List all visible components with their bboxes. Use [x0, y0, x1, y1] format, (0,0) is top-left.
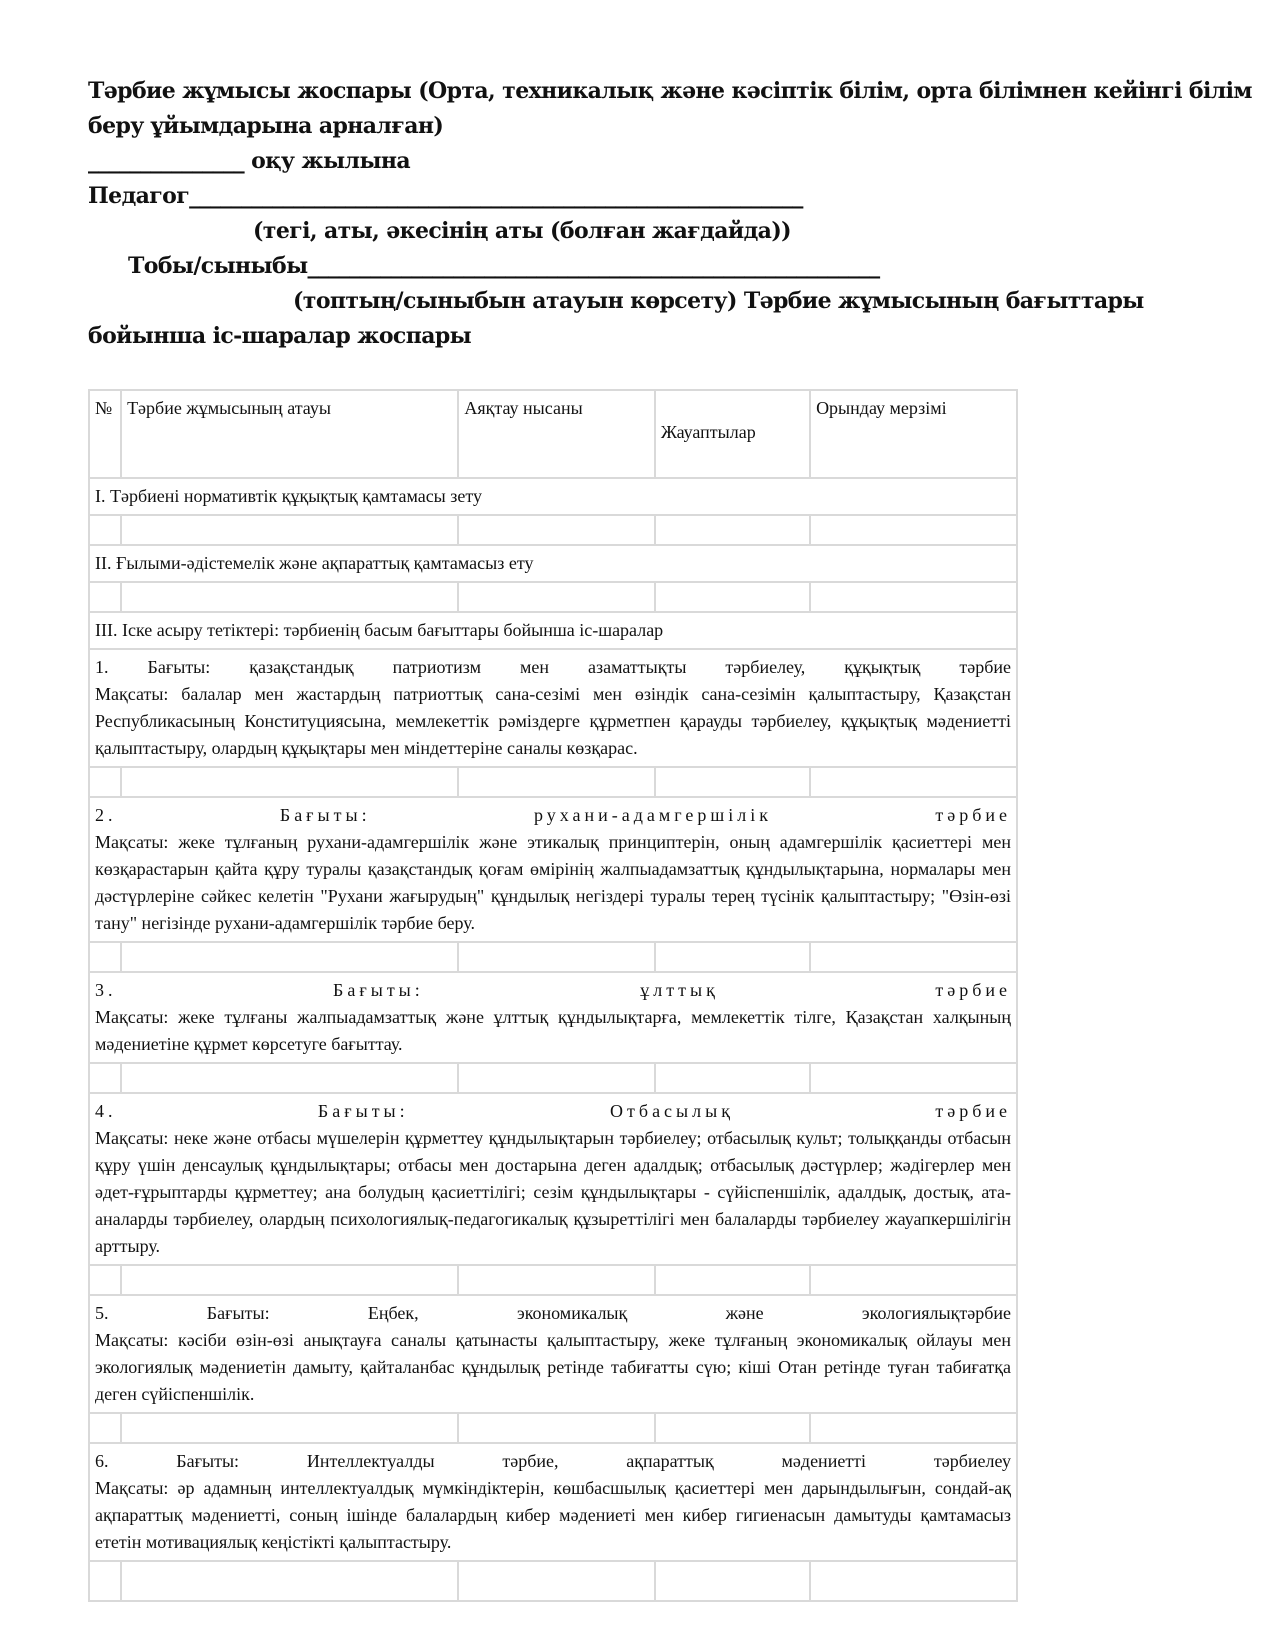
document-header [88, 74, 1252, 354]
cell[interactable] [89, 767, 121, 797]
title-line-2: беру ұйымдарына арналған) [88, 113, 444, 139]
direction-goal: Мақсаты: балалар мен жастардың патриоттық сана-сезімі мен өзіндік сана-сезімін қалыптастыру, Қазақстан Республикасының Конституциясына, мемлекеттік рәміздерге құрметпен қарауды тәрбиелеу, құқықтық мәдениетті қалыптастыру, олардың құқықтары мен міндеттеріне саналы көзқарас. [95, 684, 1011, 758]
direction-title: 1. Бағыты: қазақстандық патриотизм мен азаматтықты тәрбиелеу, құқықтық тәрбие [95, 657, 1011, 677]
cell[interactable] [89, 1063, 121, 1093]
direction-goal: Мақсаты: жеке тұлғаны жалпыадамзаттық және ұлттық құндылықтарға, мемлекеттік тілге, Қазақстан халқының мәдениетіне құрмет көрсетуге бағыттау. [95, 1007, 1011, 1054]
cell[interactable] [458, 582, 655, 612]
direction-row [89, 972, 1017, 1063]
column-header-activity-name: Тәрбие жұмысының атауы [121, 390, 458, 478]
subtitle-line-2: бойынша іс-шаралар жоспары [88, 323, 472, 349]
cell[interactable] [121, 767, 458, 797]
direction-row [89, 649, 1017, 767]
cell[interactable] [810, 1561, 1017, 1601]
direction-goal: Мақсаты: кәсіби өзін-өзі анықтауға саналы қатынасты қалыптастыру, жеке тұлғаның экономикалық ойлауы мен экологиялық мәдениетін дамыту, қайталанбас құндылық ретінде табиғатты сүю; кіші Отан ретінде туған табиғатқа деген сүйіспеншілік. [95, 1330, 1011, 1404]
teacher-name-blank[interactable]: ___________________________________________________________ [189, 183, 803, 209]
group-label: Тобы/сыныбы [128, 253, 308, 279]
column-header-number: № [89, 390, 121, 478]
column-header-deadline: Орындау мерзімі [810, 390, 1017, 478]
academic-year-line [88, 144, 1198, 179]
direction-row [89, 1093, 1017, 1265]
cell[interactable] [810, 582, 1017, 612]
direction-goal: Мақсаты: жеке тұлғаның рухани-адамгершілік және этикалық принциптерін, оның адамгершілік қасиеттері мен көзқарастарын қайта құру туралы қазақстандық қоғам өмірінің жалпыадамзаттық құндылықтарына, нормалары мен дәстүрлеріне сәйкес келетін "Рухани жағырудың" құндылық негіздері туралы терең түсінік қалыптастыру; "Өзін-өзі тану" негізінде рухани-адамгершілік тәрбие беру. [95, 832, 1011, 933]
section-row [89, 612, 1017, 649]
table-row [89, 1561, 1017, 1601]
cell[interactable] [458, 942, 655, 972]
cell[interactable] [458, 1063, 655, 1093]
direction-goal: Мақсаты: неке және отбасы мүшелерін құрметтеу құндылықтарын тәрбиелеу; отбасылық культ; толыққанды отбасын құру үшін денсаулық құндылықтары; отбасы мен достарына деген адалдық; отбасылық дәстүрлер; жәдігерлер мен әдет-ғұрыптарды құрметтеу; ана болудың қасиеттілігі; сезім құндылықтары - сүйіспеншілік, адалдық, достық, ата-аналарды тәрбиелеу, олардың психологиялық-педагогикалық құзыреттілігі мен балаларды тәрбиелеу жауапкершілігін арттыру. [95, 1128, 1011, 1256]
cell[interactable] [655, 582, 810, 612]
group-line [88, 249, 1198, 284]
cell[interactable] [121, 1413, 458, 1443]
cell[interactable] [655, 1063, 810, 1093]
cell[interactable] [655, 1561, 810, 1601]
cell[interactable] [655, 767, 810, 797]
table-row [89, 515, 1017, 545]
table-row [89, 1413, 1017, 1443]
direction-row [89, 1443, 1017, 1561]
group-name-blank[interactable]: _______________________________________________________ [307, 253, 880, 279]
direction-title: 6. Бағыты: Интеллектуалды тәрбие, ақпараттық мәдениетті тәрбиелеу [95, 1451, 1011, 1471]
table-row [89, 942, 1017, 972]
cell[interactable] [810, 1265, 1017, 1295]
cell[interactable] [458, 1561, 655, 1601]
cell[interactable] [89, 1413, 121, 1443]
teacher-hint: (тегі, аты, әкесінің аты (болған жағдайда)) [253, 218, 791, 244]
table-header-row [89, 390, 1017, 478]
cell[interactable] [89, 515, 121, 545]
cell[interactable] [89, 942, 121, 972]
table-row [89, 1063, 1017, 1093]
cell[interactable] [458, 1265, 655, 1295]
direction-title: 3. Бағыты: ұлттық тәрбие [95, 980, 1011, 1000]
group-hint-and-subtitle: (топтың/сыныбын атауын көрсету) Тәрбие жұмысының бағыттары [293, 288, 1144, 314]
cell[interactable] [121, 582, 458, 612]
table-row [89, 767, 1017, 797]
section-row [89, 478, 1017, 515]
cell[interactable] [121, 1561, 458, 1601]
cell[interactable] [121, 1265, 458, 1295]
cell[interactable] [121, 942, 458, 972]
cell[interactable] [655, 515, 810, 545]
section-row [89, 545, 1017, 582]
cell[interactable] [655, 1413, 810, 1443]
table-row [89, 1265, 1017, 1295]
cell[interactable] [89, 1561, 121, 1601]
cell[interactable] [810, 515, 1017, 545]
cell[interactable] [810, 942, 1017, 972]
cell[interactable] [810, 1413, 1017, 1443]
cell[interactable] [121, 1063, 458, 1093]
direction-title: 4. Бағыты: Отбасылық тәрбие [95, 1101, 1011, 1121]
cell[interactable] [458, 767, 655, 797]
academic-year-label: оқу жылына [251, 148, 411, 174]
section-title: II. Ғылыми-әдістемелік және ақпараттық қамтамасыз ету [89, 545, 1017, 582]
direction-title: 2. Бағыты: рухани-адамгершілік тәрбие [95, 805, 1011, 825]
direction-goal: Мақсаты: әр адамның интеллектуалдық мүмкіндіктерін, көшбасшылық қасиеттері мен дарындылығын, сондай-ақ ақпараттық мәдениетті, соның ішінде балалардың кибер мәдениеті мен кибер гигиенасын дамытуды қамтамасыз ететін мотивациялық кеңістікті қалыптастыру. [95, 1478, 1011, 1552]
cell[interactable] [458, 1413, 655, 1443]
cell[interactable] [121, 515, 458, 545]
cell[interactable] [89, 1265, 121, 1295]
section-title: III. Іске асыру тетіктері: тәрбиенің басым бағыттары бойынша іс-шаралар [89, 612, 1017, 649]
activity-plan-table [88, 389, 1018, 1602]
section-title: I. Тәрбиені нормативтік құқықтық қамтамасы зету [89, 478, 1017, 515]
table-row [89, 582, 1017, 612]
cell[interactable] [89, 582, 121, 612]
column-header-completion-form: Аяқтау нысаны [458, 390, 655, 478]
direction-row [89, 797, 1017, 942]
cell[interactable] [810, 1063, 1017, 1093]
cell[interactable] [655, 942, 810, 972]
teacher-line [88, 179, 1198, 214]
cell[interactable] [810, 767, 1017, 797]
teacher-label: Педагог [88, 183, 190, 209]
direction-title: 5. Бағыты: Еңбек, экономикалық және экологиялықтәрбие [95, 1303, 1011, 1323]
academic-year-blank[interactable]: _______________ [88, 148, 245, 174]
direction-row [89, 1295, 1017, 1413]
column-header-responsible: Жауаптылар [655, 390, 810, 478]
title-line-1: Тәрбие жұмысы жоспары (Орта, техникалық және кәсіптік білім, орта білімнен кейінгі білім [88, 78, 1252, 104]
cell[interactable] [655, 1265, 810, 1295]
cell[interactable] [458, 515, 655, 545]
